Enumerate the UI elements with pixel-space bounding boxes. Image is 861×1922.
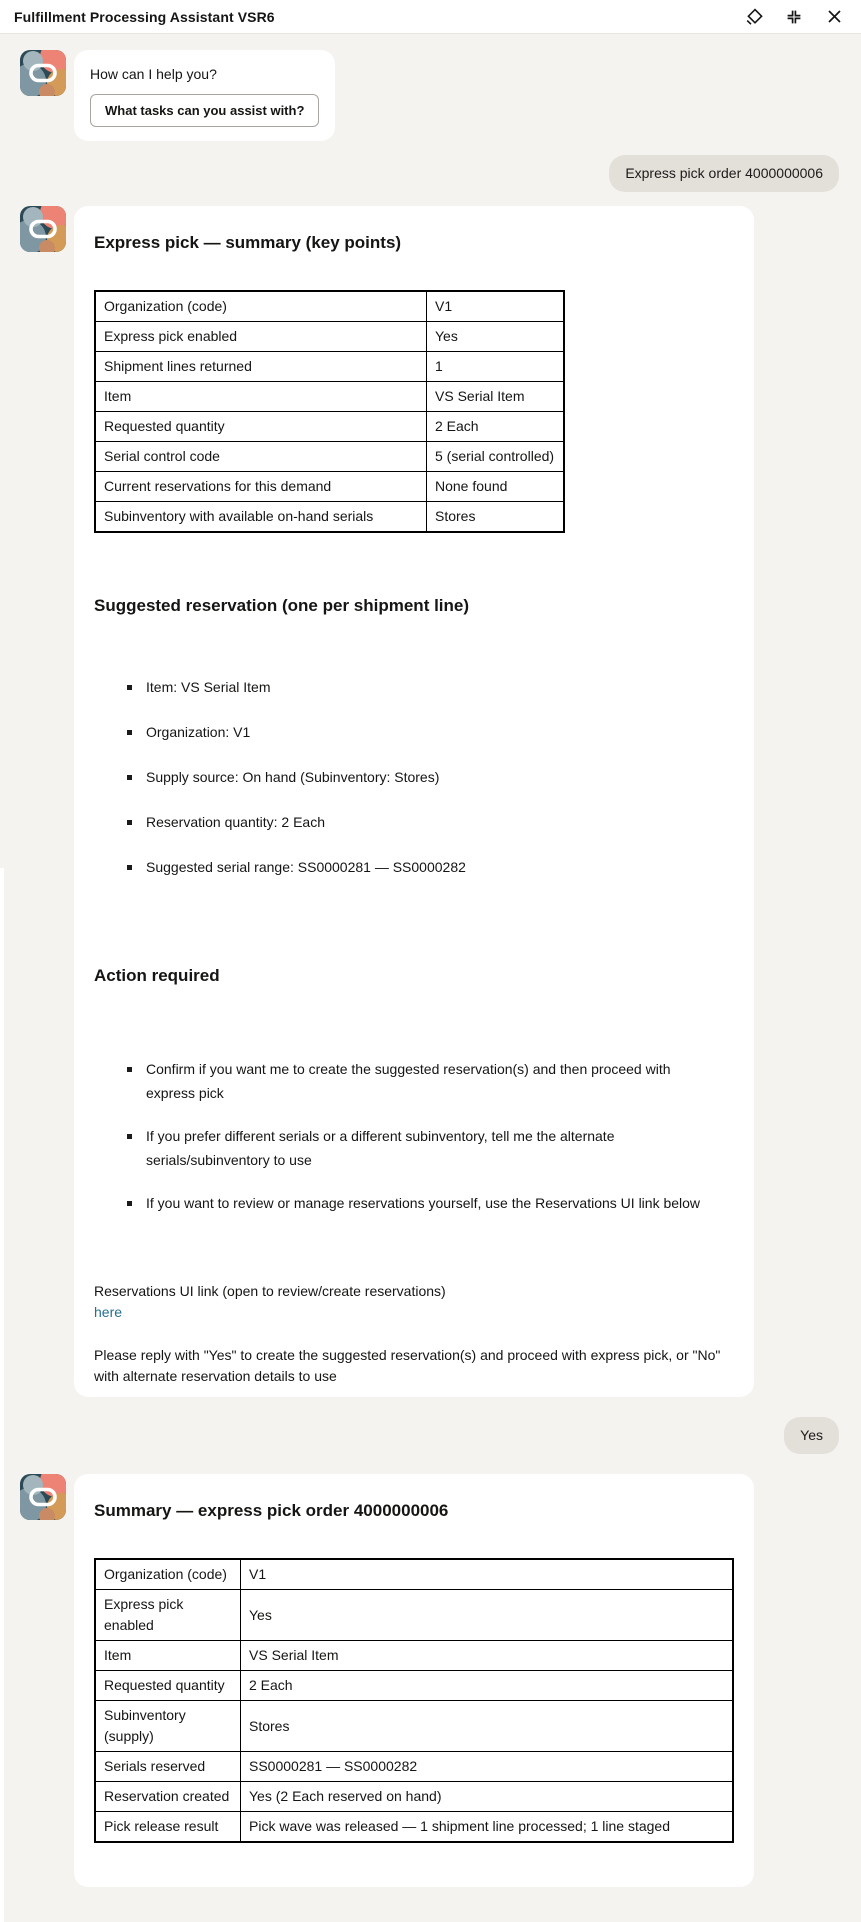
welcome-bubble bbox=[74, 50, 335, 141]
row-value: V1 bbox=[241, 1559, 734, 1590]
collapse-icon bbox=[785, 8, 803, 26]
list-item: If you prefer different serials or a different subinventory, tell me the alternate serials/subinventory to use bbox=[127, 1124, 704, 1172]
row-label: Pick release result bbox=[95, 1812, 241, 1843]
list-item: Item: VS Serial Item bbox=[127, 675, 734, 699]
bot-message-express-summary bbox=[20, 206, 841, 1397]
row-value: 5 (serial controlled) bbox=[427, 442, 565, 472]
row-label: Express pick enabled bbox=[95, 322, 427, 352]
table-row bbox=[95, 352, 564, 382]
row-label: Subinventory with available on-hand serials bbox=[95, 502, 427, 533]
table-row bbox=[95, 442, 564, 472]
suggested-reservation-heading: Suggested reservation (one per shipment line) bbox=[94, 596, 470, 615]
row-value: VS Serial Item bbox=[241, 1641, 734, 1671]
list-item: Supply source: On hand (Subinventory: Stores) bbox=[127, 765, 734, 789]
table-row bbox=[95, 412, 564, 442]
clear-chat-button[interactable] bbox=[741, 4, 767, 30]
row-value: 2 Each bbox=[241, 1671, 734, 1701]
table-row bbox=[95, 1701, 733, 1752]
chat-title: Fulfillment Processing Assistant VSR6 bbox=[14, 8, 275, 25]
row-label: Serials reserved bbox=[95, 1752, 241, 1782]
row-label: Requested quantity bbox=[95, 1671, 241, 1701]
row-label: Item bbox=[95, 1641, 241, 1671]
table-row bbox=[95, 1782, 733, 1812]
table-row bbox=[95, 322, 564, 352]
user-message-bubble: Express pick order 4000000006 bbox=[609, 155, 839, 192]
row-value: None found bbox=[427, 472, 565, 502]
key-points-table bbox=[94, 290, 565, 533]
row-value: 1 bbox=[427, 352, 565, 382]
row-label: Organization (code) bbox=[95, 291, 427, 322]
bot-message-final-summary bbox=[20, 1474, 841, 1887]
row-value: Yes (2 Each reserved on hand) bbox=[241, 1782, 734, 1812]
row-label: Shipment lines returned bbox=[95, 352, 427, 382]
row-label: Subinventory (supply) bbox=[95, 1701, 241, 1752]
assistant-avatar bbox=[20, 1474, 66, 1520]
row-value: VS Serial Item bbox=[427, 382, 565, 412]
quick-reply-button[interactable]: What tasks can you assist with? bbox=[90, 94, 319, 127]
row-value: Yes bbox=[241, 1590, 734, 1641]
row-value: Yes bbox=[427, 322, 565, 352]
eraser-icon bbox=[745, 7, 764, 26]
table-row bbox=[95, 472, 564, 502]
list-item: Confirm if you want me to create the suggested reservation(s) and then proceed with express pick bbox=[127, 1057, 704, 1105]
row-value: Stores bbox=[427, 502, 565, 533]
action-required-list bbox=[94, 1057, 734, 1215]
list-item: Organization: V1 bbox=[127, 720, 734, 744]
row-label: Express pick enabled bbox=[95, 1590, 241, 1641]
reply-prompt: Please reply with "Yes" to create the suggested reservation(s) and proceed with express pick, or "No" with alternate reservation details to use bbox=[94, 1347, 721, 1384]
table-row bbox=[95, 1590, 733, 1641]
table-row bbox=[95, 1641, 733, 1671]
reservations-link-block bbox=[94, 1281, 734, 1323]
row-value: SS0000281 — SS0000282 bbox=[241, 1752, 734, 1782]
table-row bbox=[95, 1559, 733, 1590]
table-row bbox=[95, 502, 564, 533]
suggested-reservation-list bbox=[94, 675, 734, 879]
assistant-avatar bbox=[20, 206, 66, 252]
row-label: Serial control code bbox=[95, 442, 427, 472]
assistant-avatar bbox=[20, 50, 66, 96]
row-label: Current reservations for this demand bbox=[95, 472, 427, 502]
row-label: Item bbox=[95, 382, 427, 412]
user-message-row bbox=[22, 155, 839, 192]
left-edge-strip bbox=[0, 868, 4, 1922]
row-label: Reservation created bbox=[95, 1782, 241, 1812]
final-summary-card bbox=[74, 1474, 754, 1887]
reservations-ui-link[interactable]: here bbox=[94, 1304, 123, 1320]
table-row bbox=[95, 1671, 733, 1701]
chat-header bbox=[0, 0, 861, 34]
reservations-link-label: Reservations UI link (open to review/create reservations) bbox=[94, 1283, 446, 1299]
collapse-widget-button[interactable] bbox=[781, 4, 807, 30]
table-row bbox=[95, 291, 564, 322]
row-label: Requested quantity bbox=[95, 412, 427, 442]
welcome-greeting: How can I help you? bbox=[90, 66, 217, 82]
user-message-bubble: Yes bbox=[784, 1417, 839, 1454]
card-heading: Express pick — summary (key points) bbox=[94, 233, 402, 252]
table-row bbox=[95, 1752, 733, 1782]
table-row bbox=[95, 382, 564, 412]
action-required-heading: Action required bbox=[94, 966, 220, 985]
close-icon bbox=[826, 8, 843, 25]
list-item: Suggested serial range: SS0000281 — SS0000282 bbox=[127, 855, 734, 879]
row-value: V1 bbox=[427, 291, 565, 322]
card-heading: Summary — express pick order 4000000006 bbox=[94, 1501, 449, 1520]
row-value: 2 Each bbox=[427, 412, 565, 442]
row-value: Stores bbox=[241, 1701, 734, 1752]
list-item: Reservation quantity: 2 Each bbox=[127, 810, 734, 834]
close-chat-button[interactable] bbox=[821, 4, 847, 30]
express-summary-card bbox=[74, 206, 754, 1397]
row-value: Pick wave was released — 1 shipment line processed; 1 line staged bbox=[241, 1812, 734, 1843]
chat-transcript bbox=[0, 34, 861, 1887]
list-item: If you want to review or manage reservations yourself, use the Reservations UI link below bbox=[127, 1191, 704, 1215]
user-message-row bbox=[22, 1417, 839, 1454]
table-row bbox=[95, 1812, 733, 1843]
row-label: Organization (code) bbox=[95, 1559, 241, 1590]
final-summary-table bbox=[94, 1558, 734, 1843]
bot-message-welcome bbox=[20, 50, 841, 141]
